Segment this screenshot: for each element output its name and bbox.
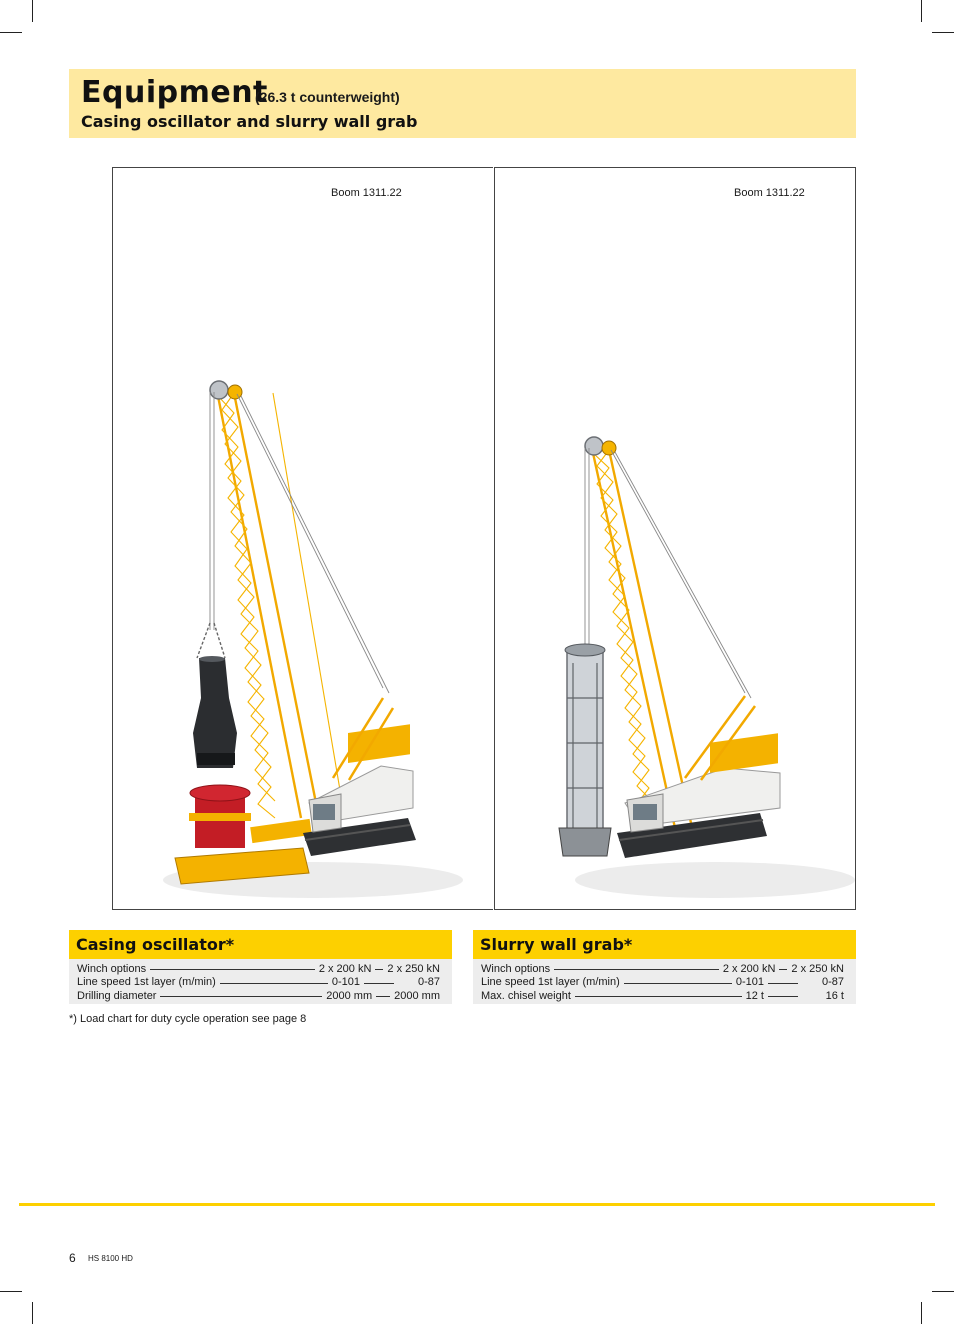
spec-row: [481, 989, 844, 1003]
footnote: *) Load chart for duty cycle operation see page 8: [69, 1013, 307, 1025]
spec-value: 2 x 250 kN: [791, 962, 844, 975]
crane-oscillator-illustration: [113, 168, 474, 909]
spec-row: [481, 962, 844, 976]
crop-mark: [32, 0, 33, 22]
spec-label: Winch options: [481, 962, 551, 975]
panel-divider: [473, 167, 493, 910]
crop-mark: [921, 1302, 922, 1324]
spec-value: 0-87: [417, 976, 440, 989]
spec-value: 0-101: [735, 976, 764, 989]
spec-value: 2 x 200 kN: [722, 962, 776, 975]
spec-value: 2 x 250 kN: [387, 962, 440, 975]
crop-mark: [932, 1291, 954, 1292]
boom-label: Boom 1311.22: [331, 187, 402, 199]
page-number: 6: [69, 1251, 76, 1265]
crop-mark: [0, 1291, 22, 1292]
spec-label: Max. chisel weight: [481, 989, 571, 1002]
spec-heading: Casing oscillator*: [69, 930, 452, 959]
casing-oscillator-specs: [69, 930, 452, 1004]
spec-row: [77, 976, 440, 990]
spec-value: 2 x 200 kN: [318, 962, 372, 975]
spec-row: [481, 976, 844, 990]
spec-label: Winch options: [77, 962, 147, 975]
footer-rule: [19, 1203, 935, 1206]
title-note: (26.3 t counterweight): [255, 89, 400, 105]
title-band: [69, 69, 856, 138]
spec-value: 0-101: [331, 976, 360, 989]
slurry-wall-grab-specs: [473, 930, 856, 1004]
spec-row: [77, 962, 440, 976]
spec-heading: Slurry wall grab*: [473, 930, 856, 959]
crop-mark: [932, 32, 954, 33]
spec-label: Line speed 1st layer (m/min): [481, 976, 620, 989]
spec-value: 2000 mm: [326, 989, 373, 1002]
page-subtitle: Casing oscillator and slurry wall grab: [81, 112, 418, 131]
spec-value: 16 t: [825, 989, 844, 1002]
spec-label: Drilling diameter: [77, 989, 157, 1002]
page-title: Equipment: [81, 75, 268, 110]
crop-mark: [0, 32, 22, 33]
model-name: HS 8100 HD: [88, 1254, 133, 1263]
spec-value: 2000 mm: [394, 989, 440, 1002]
spec-value: 0-87: [821, 976, 844, 989]
spec-row: [77, 989, 440, 1003]
crop-mark: [921, 0, 922, 22]
spec-table: [473, 959, 856, 1004]
crane-grab-illustration: [495, 168, 855, 909]
spec-table: [69, 959, 452, 1004]
spec-value: 12 t: [745, 989, 764, 1002]
slurry-wall-grab-figure: [494, 167, 856, 910]
crop-mark: [32, 1302, 33, 1324]
spec-label: Line speed 1st layer (m/min): [77, 976, 216, 989]
boom-label: Boom 1311.22: [734, 187, 805, 199]
casing-oscillator-figure: [112, 167, 475, 910]
